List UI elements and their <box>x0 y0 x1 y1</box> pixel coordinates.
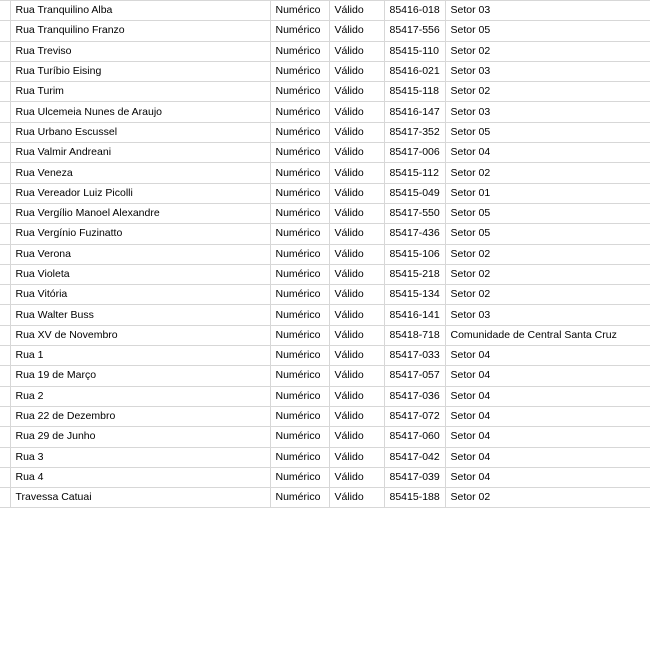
street-name-cell: Rua Walter Buss <box>10 305 270 325</box>
table-row <box>0 305 650 325</box>
status-cell: Válido <box>329 224 384 244</box>
type-cell: Numérico <box>270 183 329 203</box>
table-row <box>0 41 650 61</box>
table-row <box>0 386 650 406</box>
status-cell: Válido <box>329 285 384 305</box>
street-name-cell: Rua 22 de Dezembro <box>10 406 270 426</box>
type-cell: Numérico <box>270 244 329 264</box>
row-gutter-cell <box>0 122 10 142</box>
status-cell: Válido <box>329 366 384 386</box>
type-cell: Numérico <box>270 346 329 366</box>
street-name-cell: Rua XV de Novembro <box>10 325 270 345</box>
type-cell: Numérico <box>270 82 329 102</box>
row-gutter-cell <box>0 143 10 163</box>
cep-cell: 85417-039 <box>384 467 445 487</box>
status-cell: Válido <box>329 264 384 284</box>
cep-cell: 85415-218 <box>384 264 445 284</box>
row-gutter-cell <box>0 406 10 426</box>
row-gutter-cell <box>0 264 10 284</box>
row-gutter-cell <box>0 386 10 406</box>
row-gutter-cell <box>0 285 10 305</box>
street-name-cell: Rua Valmir Andreani <box>10 143 270 163</box>
type-cell: Numérico <box>270 102 329 122</box>
type-cell: Numérico <box>270 366 329 386</box>
cep-cell: 85415-118 <box>384 82 445 102</box>
table-row <box>0 61 650 81</box>
sector-cell: Setor 02 <box>445 488 650 508</box>
sector-cell: Setor 04 <box>445 406 650 426</box>
type-cell: Numérico <box>270 1 329 21</box>
table-row <box>0 102 650 122</box>
street-name-cell: Rua Veneza <box>10 163 270 183</box>
row-gutter-cell <box>0 82 10 102</box>
status-cell: Válido <box>329 143 384 163</box>
table-row <box>0 21 650 41</box>
street-name-cell: Rua Turim <box>10 82 270 102</box>
table-row <box>0 1 650 21</box>
type-cell: Numérico <box>270 163 329 183</box>
type-cell: Numérico <box>270 305 329 325</box>
table-row <box>0 427 650 447</box>
street-name-cell: Rua 3 <box>10 447 270 467</box>
table-row <box>0 163 650 183</box>
type-cell: Numérico <box>270 203 329 223</box>
street-name-cell: Travessa Catuai <box>10 488 270 508</box>
status-cell: Válido <box>329 346 384 366</box>
sector-cell: Setor 04 <box>445 467 650 487</box>
table-row <box>0 406 650 426</box>
row-gutter-cell <box>0 61 10 81</box>
table-row <box>0 143 650 163</box>
row-gutter-cell <box>0 1 10 21</box>
row-gutter-cell <box>0 447 10 467</box>
type-cell: Numérico <box>270 488 329 508</box>
type-cell: Numérico <box>270 427 329 447</box>
type-cell: Numérico <box>270 447 329 467</box>
table-row <box>0 203 650 223</box>
row-gutter-cell <box>0 346 10 366</box>
status-cell: Válido <box>329 427 384 447</box>
cep-cell: 85418-718 <box>384 325 445 345</box>
status-cell: Válido <box>329 183 384 203</box>
sector-cell: Setor 02 <box>445 163 650 183</box>
cep-cell: 85415-106 <box>384 244 445 264</box>
sector-cell: Setor 05 <box>445 224 650 244</box>
table-row <box>0 122 650 142</box>
street-table-body <box>0 1 650 508</box>
cep-cell: 85417-436 <box>384 224 445 244</box>
type-cell: Numérico <box>270 224 329 244</box>
cep-cell: 85417-033 <box>384 346 445 366</box>
cep-cell: 85415-049 <box>384 183 445 203</box>
type-cell: Numérico <box>270 21 329 41</box>
cep-cell: 85417-057 <box>384 366 445 386</box>
street-name-cell: Rua 1 <box>10 346 270 366</box>
cep-cell: 85417-006 <box>384 143 445 163</box>
status-cell: Válido <box>329 1 384 21</box>
table-row <box>0 183 650 203</box>
row-gutter-cell <box>0 366 10 386</box>
status-cell: Válido <box>329 203 384 223</box>
table-row <box>0 264 650 284</box>
status-cell: Válido <box>329 82 384 102</box>
cep-cell: 85417-352 <box>384 122 445 142</box>
cep-cell: 85415-188 <box>384 488 445 508</box>
type-cell: Numérico <box>270 122 329 142</box>
status-cell: Válido <box>329 488 384 508</box>
type-cell: Numérico <box>270 406 329 426</box>
sector-cell: Setor 02 <box>445 82 650 102</box>
street-name-cell: Rua Vergínio Fuzinatto <box>10 224 270 244</box>
row-gutter-cell <box>0 427 10 447</box>
status-cell: Válido <box>329 386 384 406</box>
type-cell: Numérico <box>270 41 329 61</box>
cep-cell: 85416-141 <box>384 305 445 325</box>
table-row <box>0 467 650 487</box>
cep-cell: 85417-550 <box>384 203 445 223</box>
street-name-cell: Rua 19 de Março <box>10 366 270 386</box>
row-gutter-cell <box>0 163 10 183</box>
street-name-cell: Rua Violeta <box>10 264 270 284</box>
sector-cell: Setor 04 <box>445 427 650 447</box>
status-cell: Válido <box>329 406 384 426</box>
street-name-cell: Rua Vereador Luiz Picolli <box>10 183 270 203</box>
type-cell: Numérico <box>270 386 329 406</box>
status-cell: Válido <box>329 61 384 81</box>
sector-cell: Setor 04 <box>445 346 650 366</box>
street-name-cell: Rua Verona <box>10 244 270 264</box>
status-cell: Válido <box>329 41 384 61</box>
sector-cell: Setor 03 <box>445 305 650 325</box>
sector-cell: Setor 01 <box>445 183 650 203</box>
cep-cell: 85417-556 <box>384 21 445 41</box>
table-row <box>0 325 650 345</box>
sector-cell: Setor 05 <box>445 122 650 142</box>
street-name-cell: Rua Turíbio Eising <box>10 61 270 81</box>
type-cell: Numérico <box>270 264 329 284</box>
sector-cell: Setor 02 <box>445 244 650 264</box>
table-row <box>0 285 650 305</box>
type-cell: Numérico <box>270 467 329 487</box>
row-gutter-cell <box>0 325 10 345</box>
street-name-cell: Rua 29 de Junho <box>10 427 270 447</box>
status-cell: Válido <box>329 467 384 487</box>
status-cell: Válido <box>329 21 384 41</box>
type-cell: Numérico <box>270 143 329 163</box>
sector-cell: Setor 04 <box>445 143 650 163</box>
status-cell: Válido <box>329 102 384 122</box>
cep-cell: 85417-042 <box>384 447 445 467</box>
status-cell: Válido <box>329 122 384 142</box>
cep-cell: 85416-021 <box>384 61 445 81</box>
street-name-cell: Rua Vitória <box>10 285 270 305</box>
table-row <box>0 488 650 508</box>
table-row <box>0 366 650 386</box>
row-gutter-cell <box>0 102 10 122</box>
row-gutter-cell <box>0 21 10 41</box>
cep-cell: 85415-110 <box>384 41 445 61</box>
sector-cell: Setor 02 <box>445 264 650 284</box>
sector-cell: Comunidade de Central Santa Cruz <box>445 325 650 345</box>
status-cell: Válido <box>329 325 384 345</box>
type-cell: Numérico <box>270 285 329 305</box>
cep-cell: 85416-018 <box>384 1 445 21</box>
table-row <box>0 224 650 244</box>
table-row <box>0 82 650 102</box>
cep-cell: 85416-147 <box>384 102 445 122</box>
status-cell: Válido <box>329 244 384 264</box>
street-name-cell: Rua 2 <box>10 386 270 406</box>
table-row <box>0 447 650 467</box>
table-row <box>0 244 650 264</box>
table-row <box>0 346 650 366</box>
street-name-cell: Rua Tranquilino Franzo <box>10 21 270 41</box>
sector-cell: Setor 04 <box>445 447 650 467</box>
row-gutter-cell <box>0 488 10 508</box>
row-gutter-cell <box>0 224 10 244</box>
sector-cell: Setor 02 <box>445 41 650 61</box>
row-gutter-cell <box>0 183 10 203</box>
cep-cell: 85417-060 <box>384 427 445 447</box>
sector-cell: Setor 04 <box>445 366 650 386</box>
street-name-cell: Rua Treviso <box>10 41 270 61</box>
street-name-cell: Rua 4 <box>10 467 270 487</box>
row-gutter-cell <box>0 244 10 264</box>
sector-cell: Setor 03 <box>445 61 650 81</box>
status-cell: Válido <box>329 305 384 325</box>
type-cell: Numérico <box>270 61 329 81</box>
status-cell: Válido <box>329 163 384 183</box>
cep-cell: 85415-112 <box>384 163 445 183</box>
status-cell: Válido <box>329 447 384 467</box>
cep-cell: 85417-072 <box>384 406 445 426</box>
sector-cell: Setor 04 <box>445 386 650 406</box>
row-gutter-cell <box>0 305 10 325</box>
row-gutter-cell <box>0 467 10 487</box>
row-gutter-cell <box>0 203 10 223</box>
sector-cell: Setor 03 <box>445 102 650 122</box>
row-gutter-cell <box>0 41 10 61</box>
sector-cell: Setor 02 <box>445 285 650 305</box>
type-cell: Numérico <box>270 325 329 345</box>
cep-cell: 85417-036 <box>384 386 445 406</box>
street-name-cell: Rua Vergílio Manoel Alexandre <box>10 203 270 223</box>
sector-cell: Setor 03 <box>445 1 650 21</box>
sector-cell: Setor 05 <box>445 203 650 223</box>
street-name-cell: Rua Urbano Escussel <box>10 122 270 142</box>
street-name-cell: Rua Ulcemeia Nunes de Araujo <box>10 102 270 122</box>
street-name-cell: Rua Tranquilino Alba <box>10 1 270 21</box>
cep-cell: 85415-134 <box>384 285 445 305</box>
sector-cell: Setor 05 <box>445 21 650 41</box>
